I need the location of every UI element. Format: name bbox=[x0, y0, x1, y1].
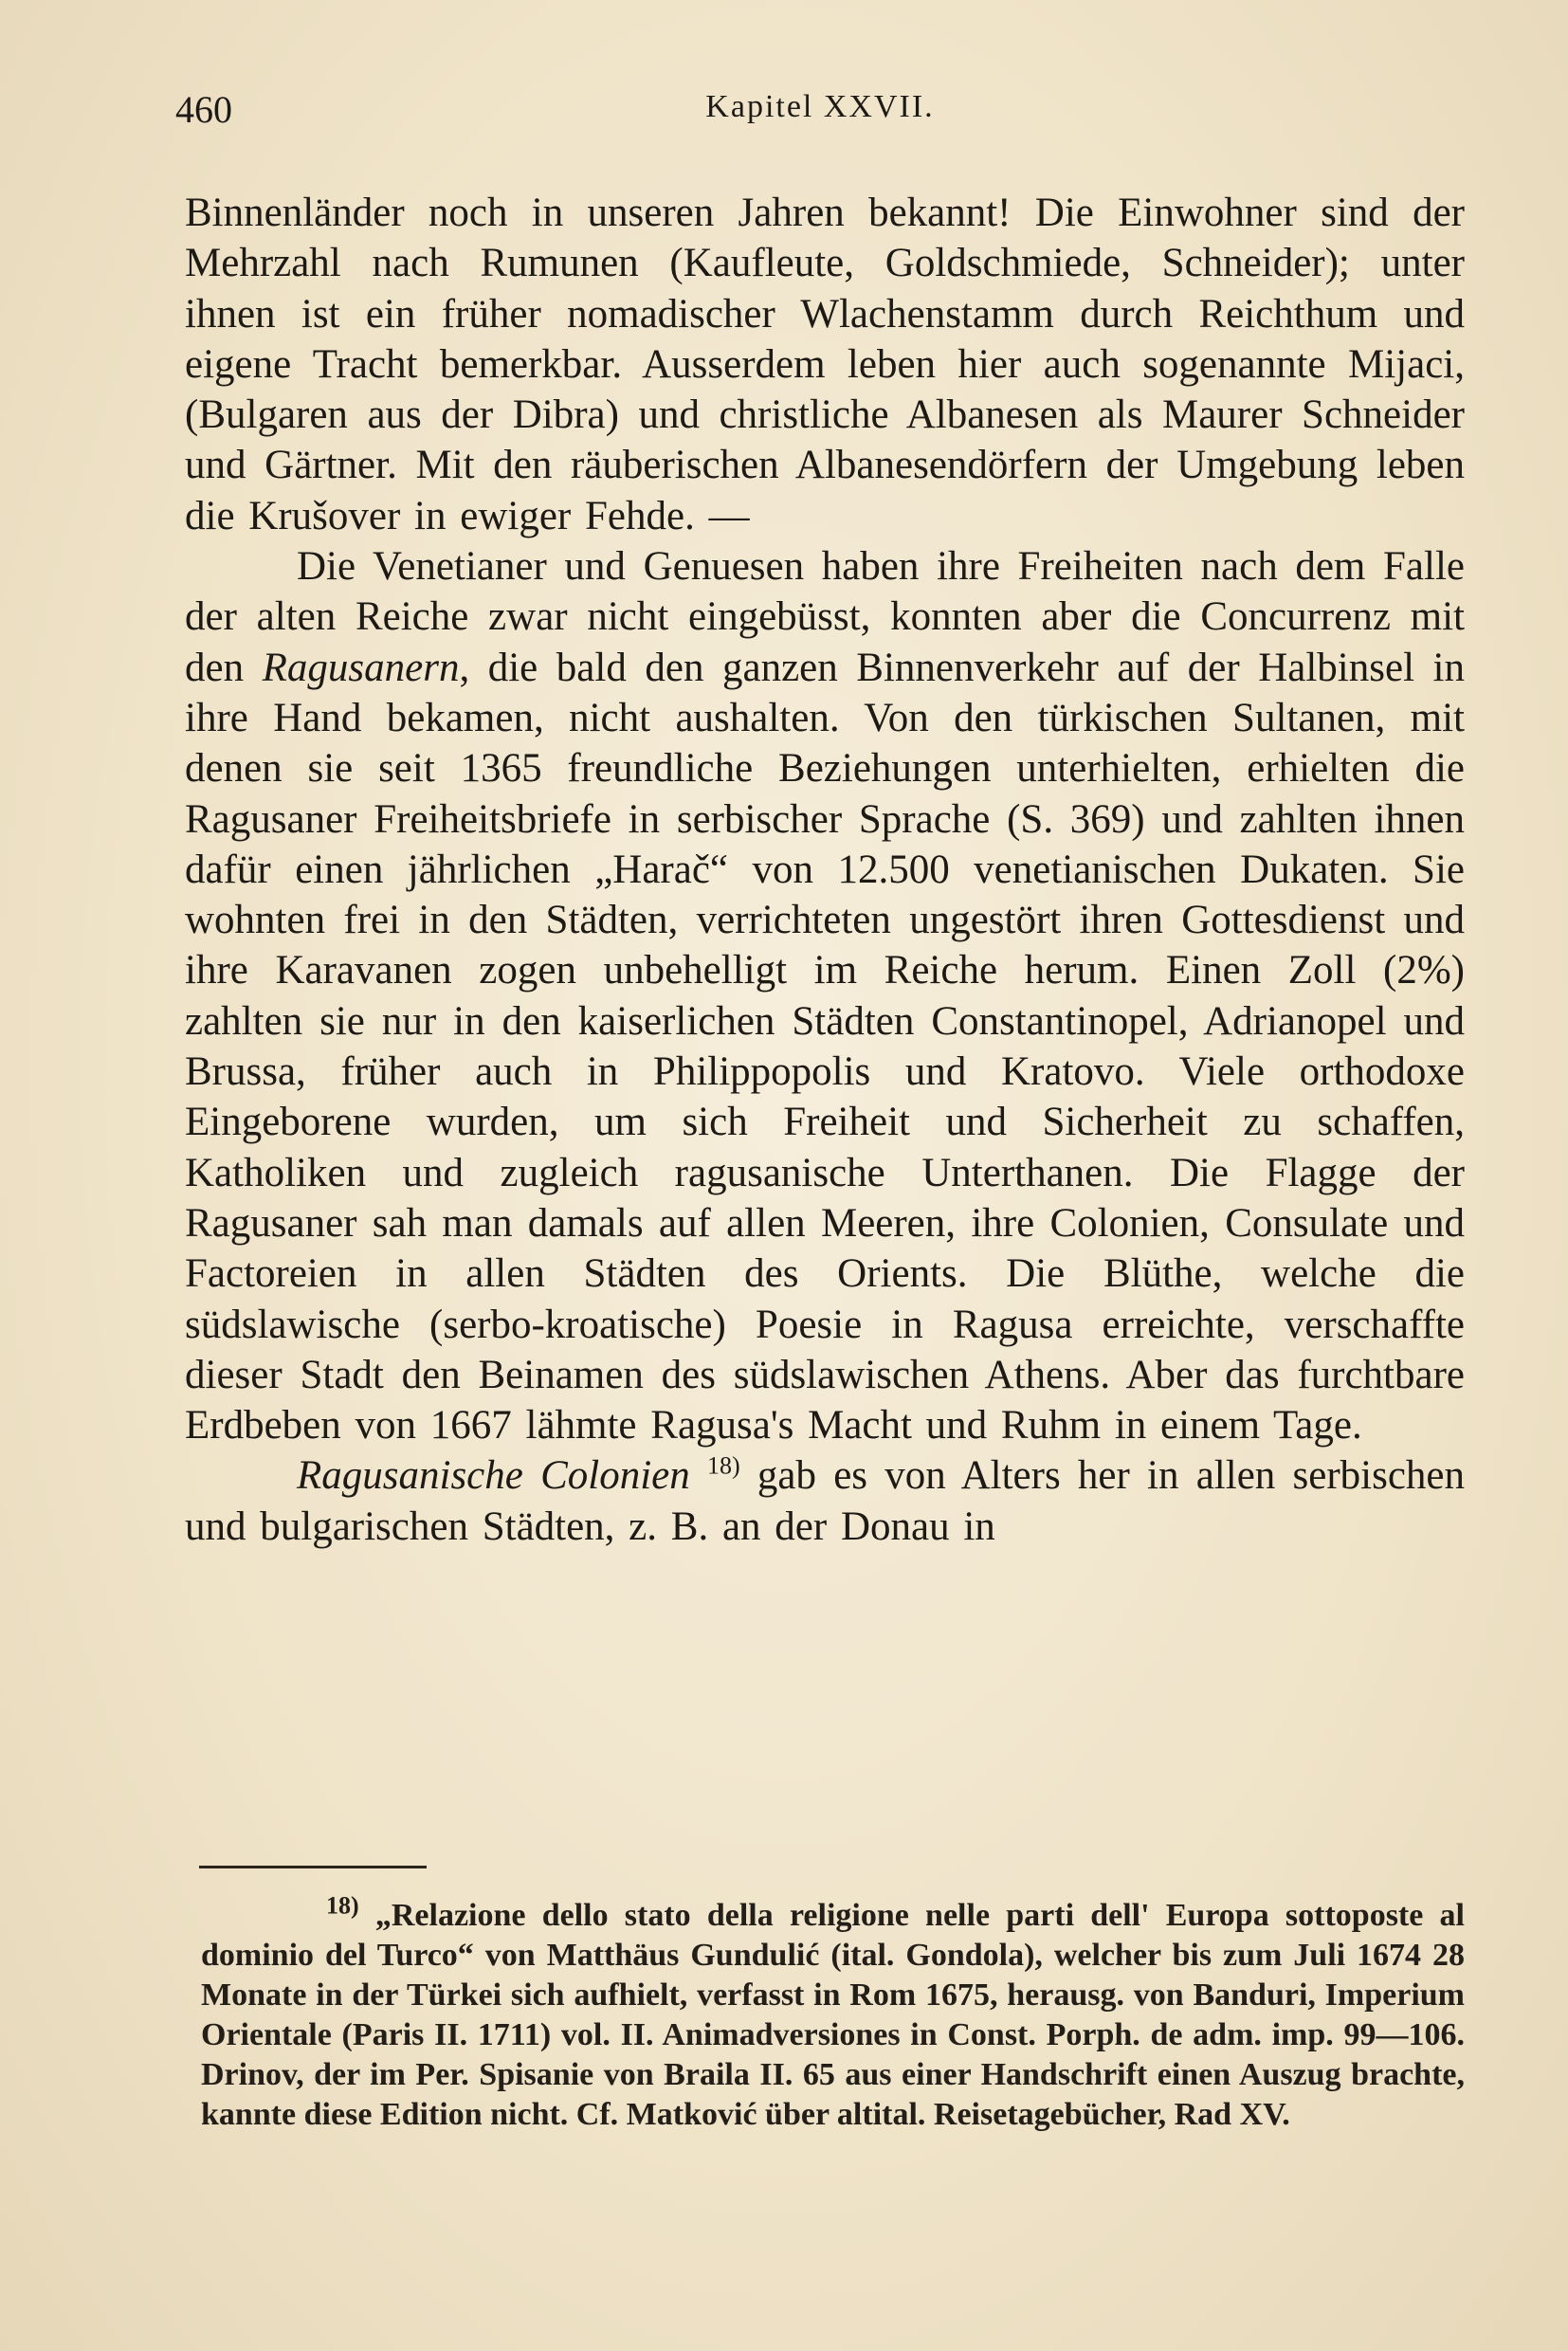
paragraph-2-text-start: Die Venetianer und Genuesen haben ihre Freiheiten nach dem Falle der alten Reiche zwar nicht eingebüsst, konnten aber die Concurrenz mit den bbox=[185, 544, 1465, 690]
paragraph-2-text-end: , die bald den ganzen Binnenverkehr auf der Halbinsel in ihre Hand bekamen, nicht aushalten. Von den türkischen Sultanen, mit denen sie seit 1365 freundliche Beziehungen unterhielten, erhielten die Ragusaner Freiheitsbriefe in serbischer Sprache (S. 369) und zahlten ihnen dafür einen jährlichen „Harač“ von 12.500 venetianischen Dukaten. Sie wohnten frei in den Städten, verrichteten ungestört ihren Gottesdienst und ihre Karavanen zogen unbehelligt im Reiche herum. Einen Zoll (2%) zahlten sie nur in den kaiserlichen Städten Constantinopel, Adrianopel und Brussa, früher auch in Philippopolis und Kratovo. Viele orthodoxe Eingeborene wurden, um sich Freiheit und Sicherheit zu schaffen, Katholiken und zugleich ragusanische Unterthanen. Die Flagge der Ragusaner sah man damals auf allen Meeren, ihre Colonien, Consulate und Factoreien in allen Städten des Orients. Die Blüthe, welche die südslawische (serbo-kroatische) Poesie in Ragusa erreichte, verschaffte dieser Stadt den Beinamen des südslawischen Athens. Aber das furchtbare Erdbeben von 1667 lähmte Ragusa's Macht und Ruhm in einem Tage. bbox=[185, 645, 1465, 1449]
paragraph-3 bbox=[185, 1450, 1465, 1552]
paragraph-1 bbox=[185, 188, 1465, 541]
body-text bbox=[185, 188, 1465, 1552]
footnote bbox=[201, 1891, 1465, 2135]
paragraph-2-italic: Ragusanern bbox=[262, 645, 460, 690]
paragraph-3-text: gab es von Alters her in allen serbischen und bulgarischen Städten, z. B. an der Donau in bbox=[185, 1453, 1466, 1549]
footnote-divider bbox=[199, 1866, 427, 1868]
paragraph-1-text: Binnenländer noch in unseren Jahren bekannt! Die Einwohner sind der Mehrzahl nach Rumunen (Kaufleute, Goldschmiede, Schneider); unter ihnen ist ein früher nomadischer Wlachenstamm durch Reichthum und eigene Tracht bemerkbar. Ausserdem leben hier auch sogenannte Mijaci, (Bulgaren aus der Dibra) und christliche Albanesen als Maurer Schneider und Gärtner. Mit den räuberischen Albanesendörfern der Umgebung leben die Krušover in ewiger Fehde. — bbox=[185, 191, 1465, 538]
footnote-marker: 18) bbox=[326, 1891, 359, 1920]
footnote-reference: 18) bbox=[706, 1452, 740, 1481]
running-title: Kapitel XXVII. bbox=[705, 89, 935, 124]
page-number: 460 bbox=[175, 88, 232, 131]
page-header bbox=[175, 87, 1465, 133]
paragraph-2 bbox=[185, 541, 1465, 1450]
footnote-text: „Relazione dello stato della religione nelle parti dell' Europa sottoposte al dominio del Turco“ von Matthäus Gundulić (ital. Gondola), welcher bis zum Juli 1674 28 Monate in der Türkei sich aufhielt, verfasst in Rom 1675, herausg. von Banduri, Imperium Orientale (Paris II. 1711) vol. II. Animadversiones in Const. Porph. de adm. imp. 99—106. Drinov, der im Per. Spisanie von Braila II. 65 aus einer Handschrift einen Auszug brachte, kannte diese Edition nicht. Cf. Matković über altital. Reisetagebücher, Rad XV. bbox=[201, 1898, 1465, 2132]
footnote-paragraph bbox=[201, 1891, 1465, 2135]
paragraph-3-italic: Ragusanische Colonien bbox=[297, 1453, 690, 1499]
